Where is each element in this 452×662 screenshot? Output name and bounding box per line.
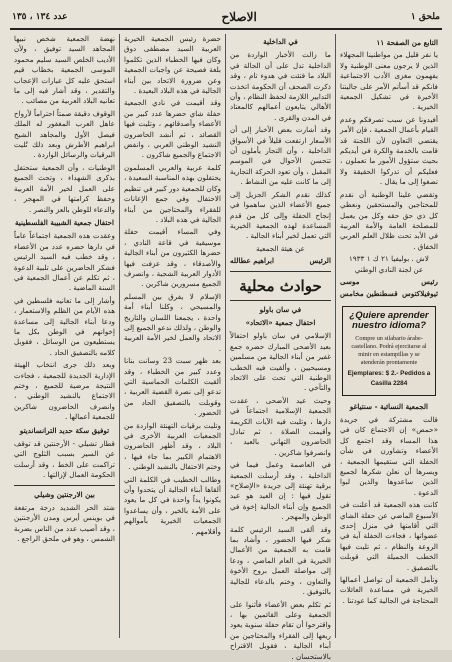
section-heading: توفيق سكة حديد الترانسانديتو: [19, 425, 110, 435]
article-paragraph: حضرة رئيس الجمعية الخيرية العربية السيد مصطفى دوق وكان فيها الخطباء الذين تكلموا بلغة فصيحة عن واجبات الجمعية وعن ضرورة الاتحاد بين أبناء الجالية في هذه البلاد البعيدة .: [124, 34, 221, 96]
article-paragraph: وبعد ذلك جرى انتخاب الهيئة الإدارية الجديدة للجمعية ، فجاءت النتيجة مرضية للجميع ، وختم الاجتماع بالنشيد الوطني ، وانصرف الحاضرون شاكرين للجمعية أعمالها .: [14, 360, 115, 422]
article-paragraph: في العاصمة وعمل فيما في الداخلية ، وقد أرسلت الجمعية برقية تهنئة إلى جريدة «الإصلاح» تقول فيها : إن العيد هو عيد الجميع وإن أبناء الجالية إخوة في الوطن والمهجر .: [230, 460, 331, 522]
signature-title: رئيس: [421, 276, 438, 286]
article-paragraph: كانت هذه الجمعية قد أعلنت في الأسبوع الماضي عن حفلة الشاي التي أقامتها في منزل إحدى عضواتها ، فجاءت الحفلة آية في الروعة والنظام ، ثم تليت فيها الخطب الجميلة التي قوبلت بالتصفيق .: [340, 500, 438, 572]
section-heading: في الداخلية: [263, 37, 298, 46]
signature-row: [230, 256, 331, 266]
signature-name: ابراهيم عطالله: [230, 256, 275, 266]
page-label: ملحق ١: [410, 12, 440, 22]
article-paragraph: وقد ألقى السيد الرئيس كلمة شكر فيها الحضور ، وأشاد بما قامت به الجمعية من الأعمال الخيرية في العام الماضي ، ودعا إلى مواصلة العمل بروح الأخوة والتعاون ، وختم بالدعاء للجالية بالتوفيق .: [230, 524, 331, 597]
ad-footer: Ejemplares: $ 2.- Pedidos a Casilla 2284: [347, 369, 431, 388]
issue-number: عدد ١٣٤ ، ١٣٥: [12, 12, 68, 22]
ad-body: Compre un silabario árabe-castellano. Podrá ejercitarse al minir en estampillas y se atenderán prontamente: [351, 334, 427, 366]
divider: [230, 271, 331, 272]
page-header: [10, 6, 442, 30]
section-heading: في سان باولو: [259, 304, 302, 314]
continued-heading: التابع من الصفحة ١١: [376, 38, 438, 47]
column-mid-left: [120, 34, 226, 638]
article-paragraph: ثم تكلم بعض الأعضاء فأثنوا على الجمعية وعلى القائمين بها ، واقترحوا أن تقام حفلة سنوية يعود ريعها إلى الفقراء والمحتاجين من أبناء الجالية ، فقوبل الاقتراح بالاستحسان .: [230, 599, 331, 661]
article-paragraph: وقد أقيمت في نادي الجمعية حفلة شاي حضرها عدد كبير من الأعضاء وأصدقائهم ، وتليت فيها القصائد ، ثم أنشد الحاضرون النشيد الوطني العربي ، وانفض الاجتماع والجميع شاكرون .: [124, 98, 221, 160]
signature-name: موسى: [340, 276, 360, 286]
article-paragraph: الإسلامي في سان باولو احتفالاً بعيد الأضحى المبارك حضره جمع غفير من أبناء الجالية من مسلمين ومسيحيين ، وألقيت فيه الخطب الوطنية التي تحث على الاتحاد والتآخي .: [230, 331, 331, 393]
section-heading: الجمعية النسائية - سنتياغو: [349, 401, 429, 411]
article-paragraph: أفيدونا عن سبب تصرفكم وعدم القيام بأعمال الجمعية ، فإن الأمر يقتضي التعاون لأن اللجنة قد قامت بالخدمة والكرة في أيديكم بحيث ستؤول الأمور ما تعملون ، فعليكم أن تدركوا الحقيقة ولا تصغوا إلى ما يقال .: [340, 114, 438, 187]
column-right: [336, 34, 442, 638]
article-paragraph: وحيث عيد الأضحى ، عقدت الجمعية الإسلامية اجتماعاً في دارها ، وتليت فيه الآيات الكريمة وأقيمت الصلاة ، ثم تبادل الحاضرون التهاني بالعيد ، وانصرفوا شاكرين .: [230, 395, 331, 457]
article-paragraph: كذلك نقدم الشكر الجزيل إلى جميع الأعضاء الذين ساهموا في إنجاح الحفلة وإلى كل من قدم المساعدة لهذه الجمعية الخيرية التي تعمل لخير أبناء الجالية .: [230, 189, 331, 241]
ad-headline: ¿Quiere aprender nuestro idioma?: [349, 309, 429, 332]
article-paragraph: الإسلام لا يفرق بين المسلم والمسيحي ، وكلنا أبناء أمة واحدة ، يجمعنا اللسان والتاريخ والوطن ، ولذلك ندعو الجميع إلى الاتحاد والعمل لخير الأمة العربية .: [124, 291, 221, 353]
article-paragraph: وعقدت هذه الجمعية اجتماعاً عاماً في دارها حضره عدد من الأعضاء ، وقد خطب فيه السيد الرئيس فشكر الحاضرين على تلبية الدعوة ، ثم تكلم عن أعمال الجمعية في السنة الماضية .: [14, 231, 115, 293]
article-paragraph: وتليت برقيات التهنئة الواردة من الجمعيات العربية الأخرى في البلاد ، وقد أظهر الحاضرون الاهتمام الكبير بما جاء فيها ، وختم الاحتفال بالنشيد الوطني .: [124, 420, 221, 472]
place-date: لاش . بوليفيا ٢١ ك ١ ١٩٣٣: [349, 254, 429, 264]
columns: [10, 34, 442, 661]
divider: [14, 485, 115, 486]
article-paragraph: وتأمل الجمعية أن تواصل أعمالها الخيرية في مساعدة العائلات المحتاجة في الجالية كما عودتنا .: [340, 575, 438, 605]
section-heading: احتفال جمعية «الاتحاد»: [245, 317, 316, 327]
column-mid-right: [226, 34, 336, 661]
article-paragraph: قطار تشيلي - الأرجنتين قد توقف عن السير بسبب الثلوج التي تراكمت على الخط ، وقد أرسلت الحكومة العمال لإزالتها .: [14, 439, 115, 480]
spanish-advertisement: [342, 306, 436, 396]
article-paragraph: وطالب الخطيب في الكلمة التي ألقاها أبناء الجالية أن يتحدوا وأن يكونوا يداً واحدة في كل ما يعود على الأمة بالخير ، وأن يساعدوا الجمعيات الخيرية بأموالهم وأقلامهم .: [124, 474, 221, 536]
article-paragraph: الوطنيات ، وأن الجمعية ستحتفل بذكرى الشهداء ، وتحث الجميع على العمل لخير الأمة العربية وحفظ كرامتها في المهجر ، والدعاء للوطن بالعز والنصر .: [14, 162, 115, 214]
article-paragraph: بعد ظهر سبت 23 وسانت بنانا وعدد كبير من الخطباء ، وقد ألقيت الكلمات الحماسية التي تدعو إلى نصرة القضية العربية ، وقوبلت بالتصفيق الحاد من الحضور .: [124, 356, 221, 418]
signature-title: الرئيس: [309, 256, 331, 266]
article-paragraph: ما زالت الأخبار الواردة من الداخلية تدل على أن الحالة في البلاد ما فتئت في هدوء تام ، وقد ذكرت الصحف أن الحكومة اتخذت التدابير اللازمة لحفظ النظام ، وأن الأهالي يتابعون أعمالهم كالمعتاد في المدن والقرى .: [230, 50, 331, 122]
signature-row: [340, 277, 438, 287]
divider: [230, 300, 331, 301]
article-paragraph: يا نفر قليل من مواطنينا المجهلاء الذين لا يرجون معنى الوطنية ولا يفهمون مغزى الأدب الاجتماعية فانكم قد أسأتم الأمر على جاليتنا الأخيرة في تشكيل الجمعية الخيرية .: [340, 50, 438, 112]
section-title: حوادث محلية: [239, 276, 322, 295]
committee-signature: عن لجنة النادي الوطني: [354, 264, 424, 274]
article-paragraph: وقد أشارت بعض الأخبار إلى أن الأسعار ارتفعت قليلاً في الأسواق الداخلية ، وأن التجار يأملون أن تتحسن الأحوال في الموسم المقبل ، وأن تعود الحركة التجارية إلى ما كانت عليه من النشاط .: [230, 125, 331, 187]
committee-signature: عن هيئة الجمعية: [256, 243, 305, 253]
masthead: الاصلاح: [221, 10, 257, 24]
article-paragraph: شتد الحر الشديد درجة مرتفعة في بوينس أيرس ومدن الأرجنتين ، وقد أصيب عدد من الناس بضربة الشمس ، وهو في ملحق الراجع .: [14, 503, 115, 544]
article-paragraph: قالت مشتركة في جريدة «حمص» إن الاجتماع كان في هذا المساء وقد اجتمع كل الأعضاء وتشاورن في شأن الحفلة التي ستقيمها الجمعية ، ويسرها أن نعلن شكرها لجميع الذين ساعدوها والذين لبوا الدعوة .: [340, 414, 438, 497]
column-left: [10, 34, 120, 638]
article-paragraph: وتقضي علينا الوطنية أن نقدم للمحتاجين والمستحقين ونعطي كل ذي حق حقه وكل من يعمل للمصلحة العامة والأمة العربية في الأبد تحت ظلال العلم العربي الخفاق .: [340, 189, 438, 251]
signature-name: ثيوفيلاكتوس: [402, 289, 438, 299]
section-heading: احتفال جمعية الشبيبة الفلسطينية: [14, 217, 115, 227]
article-paragraph: الوقوف دقيقة صمتاً احتراماً لأرواح عاهل العرب المغفور له الملك فيصل الأول والمجاهد الشيخ ابراهيم الأطرش وبعد ذلك تُليت البرقيات والرسائل الواردة .: [14, 108, 115, 160]
signature-row: [340, 289, 438, 299]
article-paragraph: كلمة عربية والعربي المسلمون يحتفلون بهذه المناسبة السعيدة ، وكان للجمعية دور كبير في تنظيم الاحتفال وفي جمع الإعانات للفقراء والمحتاجين من أبناء الجالية في هذه البلاد .: [124, 162, 221, 224]
article-paragraph: وفي المساء أقيمت حفلة موسيقية في قاعة النادي ، حضرها الكثيرون من أبناء الجالية والأصدقاء ، وقد عزفت فيها الأدوار العربية الشجية ، وانصرف الجميع مسرورين شاكرين .: [124, 227, 221, 289]
article-paragraph: نهضة الجمعية شخص نبيها المجاهد السيد توفيق ، ولأن الأديب الخلص السيد سليم محمود الموسى الجمعية بخطاب قيم استحق عليه كل عبارات الإعجاب والتقدير ، وقد أشار فيه إلى ما تعانيه البلاد العربية من مصائب .: [14, 34, 115, 106]
section-heading: بين الارجنتين وشيلي: [34, 489, 95, 499]
signature-name: قسطنطين مخامس: [340, 289, 398, 299]
article-paragraph: وأشار إلى ما تعانيه فلسطين في هذه الأيام من الظلم والاستعمار ، ودعا أبناء الجالية إلى مساعدة إخوانهم في الوطن بكل ما يستطيعون من الوسائل ، فقوبل كلامه بالتصفيق الحاد .: [14, 295, 115, 357]
